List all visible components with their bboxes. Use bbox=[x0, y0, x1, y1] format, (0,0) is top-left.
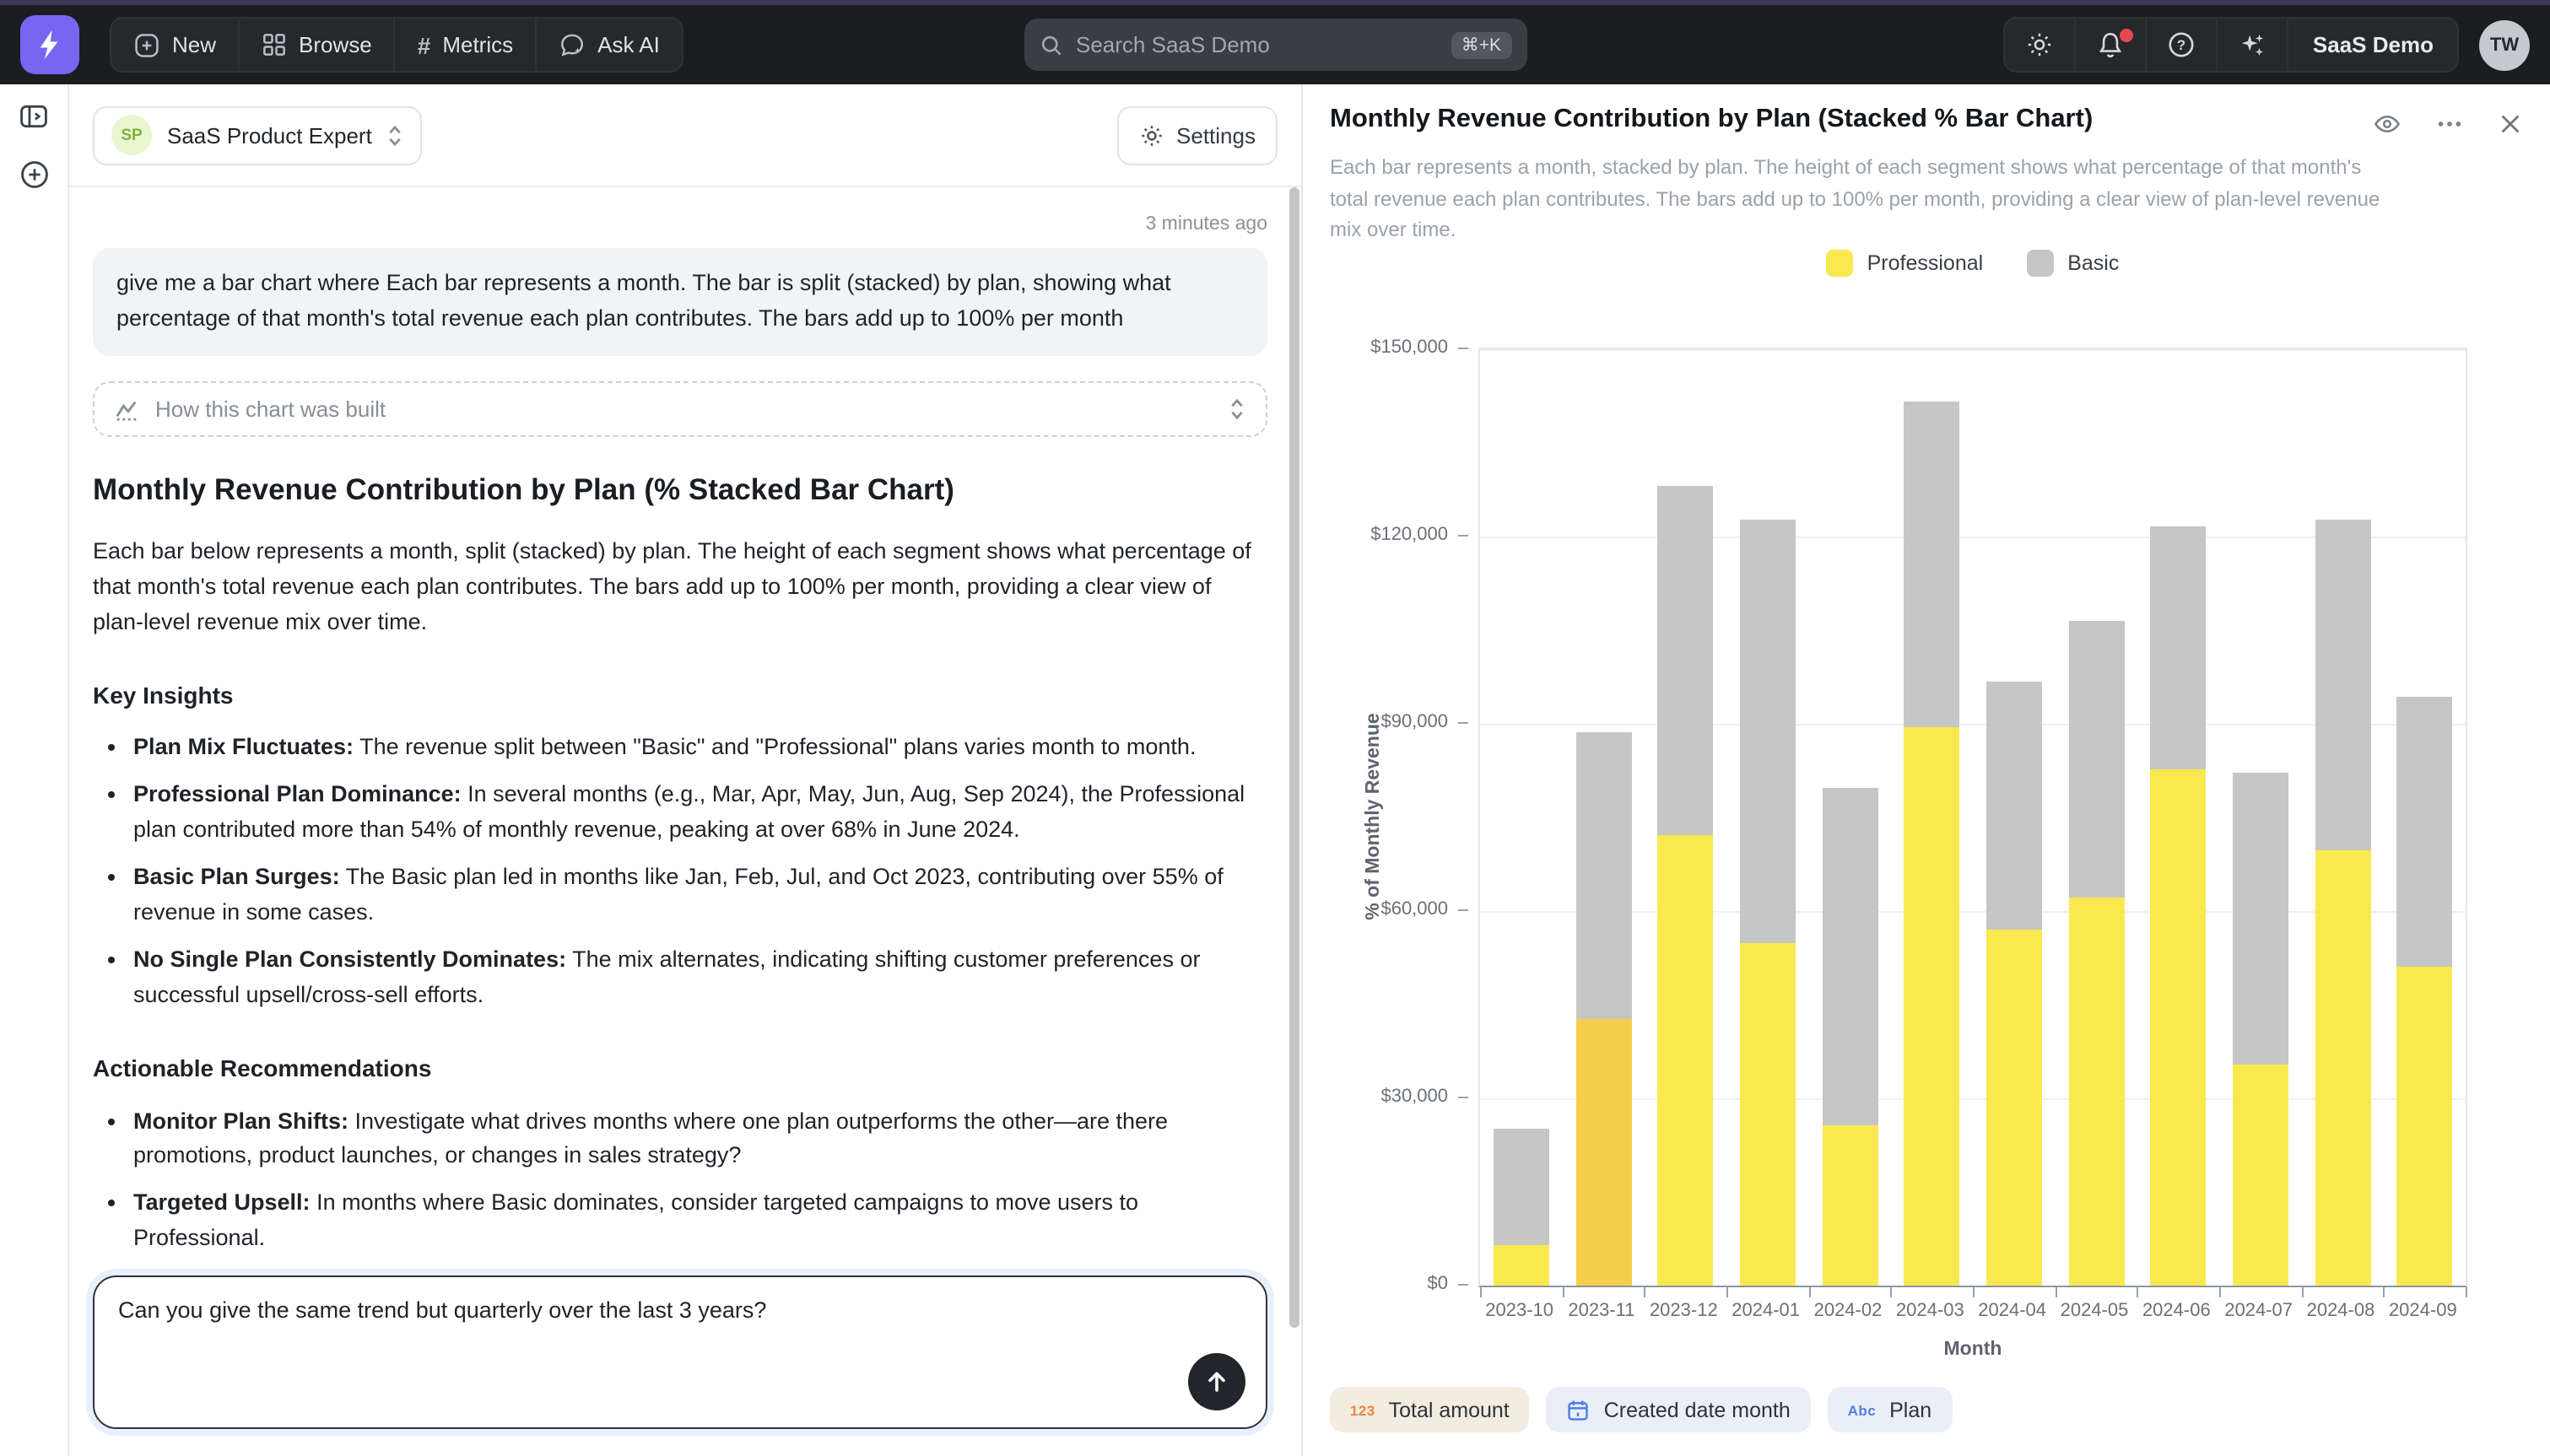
y-tick-mark bbox=[1458, 348, 1468, 349]
chart-legend bbox=[1478, 250, 2467, 277]
svg-text:?: ? bbox=[2177, 37, 2187, 54]
agent-name: SaaS Product Expert bbox=[167, 122, 372, 148]
search-shortcut-badge: ⌘+K bbox=[1451, 31, 1511, 58]
ellipsis-icon bbox=[2435, 110, 2464, 138]
bar-segment-professional[interactable] bbox=[1740, 942, 1796, 1286]
x-tick-label: 2024-04 bbox=[1978, 1301, 2047, 1321]
ai-sparkles-button[interactable] bbox=[2218, 19, 2289, 71]
x-tick-mark bbox=[1808, 1287, 1810, 1297]
bar-segment-basic[interactable] bbox=[1986, 682, 2042, 930]
chart-panel-title: Monthly Revenue Contribution by Plan (Stacked % Bar Chart) bbox=[1330, 105, 2093, 133]
grid-icon bbox=[262, 32, 287, 57]
bar-segment-basic[interactable] bbox=[2233, 773, 2288, 1065]
y-tick-mark bbox=[1458, 535, 1468, 537]
panel-toggle-icon bbox=[19, 101, 49, 132]
bar-segment-professional[interactable] bbox=[2315, 850, 2370, 1286]
more-options-button[interactable] bbox=[2435, 110, 2464, 138]
bar-segment-basic[interactable] bbox=[1494, 1129, 1549, 1245]
x-axis-title: Month bbox=[1943, 1340, 2002, 1360]
bar-segment-basic[interactable] bbox=[1822, 789, 1877, 1126]
legend-item-basic[interactable] bbox=[2027, 250, 2119, 277]
x-tick-mark bbox=[2137, 1287, 2139, 1297]
plot-area bbox=[1478, 348, 2467, 1287]
eye-icon bbox=[2373, 110, 2401, 138]
chat-panel bbox=[69, 84, 1303, 1456]
chat-message-list[interactable] bbox=[69, 189, 1301, 1270]
bar-segment-basic[interactable] bbox=[2150, 527, 2206, 769]
search-icon bbox=[1039, 33, 1062, 57]
y-tick-mark bbox=[1458, 909, 1468, 911]
y-tick-label: $30,000 bbox=[1380, 1087, 1448, 1107]
chip-label: Plan bbox=[1889, 1398, 1932, 1421]
settings-gear-button[interactable] bbox=[2006, 19, 2077, 71]
key-insights-list bbox=[93, 731, 1267, 1014]
y-axis-ticks bbox=[1303, 337, 1468, 1294]
bar-segment-professional[interactable] bbox=[1904, 727, 1959, 1286]
assistant-response bbox=[93, 467, 1267, 1397]
bar-segment-basic[interactable] bbox=[1740, 519, 1796, 942]
selector-chevrons-icon bbox=[1229, 396, 1245, 422]
notifications-button[interactable] bbox=[2077, 19, 2148, 71]
y-tick-label: $120,000 bbox=[1370, 525, 1448, 545]
bar-segment-basic[interactable] bbox=[1657, 485, 1713, 834]
x-tick-mark bbox=[1726, 1287, 1728, 1297]
x-tick-mark bbox=[2055, 1287, 2056, 1297]
list-item: • Targeted Upsell: In months where Basic dominates, consider targeted campaigns to move users to Professional. bbox=[133, 1187, 1267, 1258]
settings-label: Settings bbox=[1176, 122, 1256, 148]
global-search-input[interactable] bbox=[1024, 19, 1526, 71]
list-item: • Basic Plan Surges: The Basic plan led in months like Jan, Feb, Jul, and Oct 2023, contributing over 55% of revenue in some cases. bbox=[133, 860, 1267, 931]
legend-swatch bbox=[2027, 250, 2054, 277]
x-tick-label: 2024-03 bbox=[1895, 1301, 1964, 1321]
x-tick-mark bbox=[2466, 1287, 2467, 1297]
navbar-right bbox=[2004, 17, 2530, 73]
gear-icon bbox=[1139, 122, 1164, 148]
lightning-bolt-icon bbox=[34, 29, 66, 61]
x-tick-label: 2024-09 bbox=[2388, 1301, 2457, 1321]
calendar-icon bbox=[1567, 1398, 1591, 1421]
message-timestamp: 3 minutes ago bbox=[1145, 214, 1267, 235]
x-tick-mark bbox=[1973, 1287, 1975, 1297]
nav-item-metrics[interactable] bbox=[396, 19, 537, 71]
agent-badge: SP bbox=[111, 115, 152, 155]
recommendations-list bbox=[93, 1104, 1267, 1304]
key-insights-heading: Key Insights bbox=[93, 681, 234, 709]
chat-sparkle-icon bbox=[559, 31, 586, 58]
sparkles-icon bbox=[2239, 30, 2267, 59]
chat-scrollbar-thumb[interactable] bbox=[1289, 187, 1299, 1328]
send-button[interactable] bbox=[1188, 1353, 1245, 1410]
x-tick-label: 2024-07 bbox=[2224, 1301, 2293, 1321]
x-tick-mark bbox=[1480, 1287, 1482, 1297]
chat-header bbox=[69, 84, 1301, 187]
bar-segment-basic[interactable] bbox=[1575, 732, 1631, 1019]
selector-chevrons-icon bbox=[387, 122, 404, 148]
chart-line-icon bbox=[115, 396, 140, 422]
bar-segment-professional[interactable] bbox=[2150, 769, 2206, 1286]
y-axis-title: % of Monthly Revenue bbox=[1364, 713, 1384, 920]
how-chart-built-label: How this chart was built bbox=[155, 396, 386, 422]
list-item: • Plan Mix Fluctuates: The revenue split between "Basic" and "Professional" plans varies month to month. bbox=[133, 731, 1267, 767]
bar-segment-professional[interactable] bbox=[2233, 1065, 2288, 1286]
chip-created-date-month[interactable] bbox=[1547, 1387, 1811, 1432]
y-tick-mark bbox=[1458, 1284, 1468, 1286]
y-tick-label: $90,000 bbox=[1380, 712, 1448, 732]
navbar-icon-group bbox=[2004, 17, 2459, 73]
response-title: Monthly Revenue Contribution by Plan (% Stacked Bar Chart) bbox=[93, 472, 954, 506]
help-circle-icon bbox=[2168, 30, 2196, 59]
agent-selector[interactable] bbox=[93, 105, 423, 164]
bar-segment-professional[interactable] bbox=[1575, 1020, 1631, 1286]
chip-label: Total amount bbox=[1388, 1398, 1510, 1421]
abc-icon: Abc bbox=[1847, 1401, 1877, 1418]
nav-item-label: New bbox=[172, 32, 217, 57]
bar-segment-basic[interactable] bbox=[2068, 621, 2124, 898]
x-tick-mark bbox=[1562, 1287, 1564, 1297]
bar-segment-professional[interactable] bbox=[1822, 1126, 1877, 1286]
legend-item-professional[interactable] bbox=[1827, 250, 1984, 277]
x-tick-label: 2024-06 bbox=[2142, 1301, 2211, 1321]
page-body bbox=[0, 84, 2550, 1456]
project-selector[interactable]: SaaS Demo bbox=[2289, 19, 2457, 71]
nav-item-label: Browse bbox=[299, 32, 372, 57]
bar-segment-basic[interactable] bbox=[2315, 520, 2370, 850]
chart-artifact-panel bbox=[1303, 84, 2550, 1456]
x-tick-mark bbox=[2301, 1287, 2303, 1297]
x-axis-labels bbox=[1478, 1301, 2467, 1324]
list-item: • Monitor Plan Shifts: Investigate what drives months where one plan outperforms the other—are there promotions, product launches, or changes in sales strategy? bbox=[133, 1104, 1267, 1175]
plus-square-icon bbox=[133, 31, 160, 58]
y-tick-label: $60,000 bbox=[1380, 899, 1448, 919]
nav-item-new[interactable] bbox=[111, 19, 240, 71]
number-123-icon: 123 bbox=[1350, 1401, 1375, 1418]
chip-total-amount[interactable] bbox=[1330, 1387, 1530, 1432]
nav-item-label: Metrics bbox=[442, 32, 514, 57]
x-tick-mark bbox=[1891, 1287, 1893, 1297]
chip-plan[interactable] bbox=[1828, 1387, 1952, 1432]
x-tick-mark bbox=[2384, 1287, 2385, 1297]
y-tick-mark bbox=[1458, 1097, 1468, 1098]
x-tick-label: 2024-01 bbox=[1732, 1301, 1801, 1321]
x-tick-mark bbox=[2219, 1287, 2221, 1297]
user-avatar[interactable]: TW bbox=[2479, 19, 2530, 70]
hash-icon: # bbox=[417, 31, 431, 58]
app-logo[interactable] bbox=[20, 15, 79, 74]
how-chart-built-toggle[interactable] bbox=[93, 381, 1267, 437]
agent-settings-button[interactable] bbox=[1117, 105, 1278, 164]
help-button[interactable] bbox=[2148, 19, 2218, 71]
top-navbar bbox=[0, 5, 2550, 84]
nav-item-browse[interactable] bbox=[240, 19, 396, 71]
primary-nav bbox=[110, 17, 683, 73]
response-intro: Each bar below represents a month, split (stacked) by plan. The height of each segment shows what percentage of that month's total revenue each plan contributes. The bars add up to 100% per month, providing a clear view of plan-level revenue mix over time. bbox=[93, 537, 1251, 634]
chat-input-container bbox=[93, 1275, 1267, 1429]
view-details-button[interactable] bbox=[2373, 110, 2401, 138]
x-tick-label: 2024-02 bbox=[1813, 1301, 1883, 1321]
list-item: • Professional Plan Dominance: In several months (e.g., Mar, Apr, May, Jun, Aug, Sep 2024), the Professional plan contributed more than 54% of monthly revenue, peaking at over 68% in June 2024. bbox=[133, 779, 1267, 849]
x-tick-label: 2023-10 bbox=[1485, 1301, 1554, 1321]
y-tick-mark bbox=[1458, 722, 1468, 724]
list-item: • No Single Plan Consistently Dominates: The mix alternates, indicating shifting customer preferences or successful upsell/cross-sell efforts. bbox=[133, 943, 1267, 1014]
chart-panel-description: Each bar represents a month, stacked by plan. The height of each segment shows what percentage of that month's total revenue each plan contributes. The bars add up to 100% per month, providing a clear view of plan-level revenue mix over time. bbox=[1330, 155, 2380, 242]
panel-actions bbox=[2373, 110, 2523, 138]
legend-label: Professional bbox=[1867, 251, 1984, 275]
sidebar-toggle-button[interactable] bbox=[19, 101, 49, 132]
gridline bbox=[1480, 349, 2466, 351]
legend-label: Basic bbox=[2067, 251, 2120, 275]
arrow-up-icon bbox=[1203, 1368, 1230, 1395]
new-thread-button[interactable] bbox=[18, 159, 50, 191]
bar-segment-professional[interactable] bbox=[1657, 835, 1713, 1286]
close-icon bbox=[2498, 111, 2523, 137]
search-placeholder: Search SaaS Demo bbox=[1076, 32, 1270, 57]
x-tick-label: 2023-12 bbox=[1649, 1301, 1718, 1321]
bar-segment-basic[interactable] bbox=[1904, 402, 1959, 728]
recommendations-heading: Actionable Recommendations bbox=[93, 1054, 432, 1081]
nav-item-ask-ai[interactable] bbox=[537, 19, 682, 71]
bar-segment-professional[interactable] bbox=[2068, 898, 2124, 1286]
close-panel-button[interactable] bbox=[2498, 110, 2523, 138]
user-message-bubble: give me a bar chart where Each bar represents a month. The bar is split (stacked) by plan, showing what percentage of that month's total revenue each plan contributes. The bars add up to 100% per month bbox=[93, 248, 1267, 356]
legend-swatch bbox=[1827, 250, 1854, 277]
field-chips bbox=[1330, 1387, 1952, 1432]
gear-icon bbox=[2026, 30, 2055, 59]
chip-label: Created date month bbox=[1603, 1398, 1791, 1421]
notification-dot bbox=[2120, 29, 2134, 42]
bar-segment-professional[interactable] bbox=[1986, 930, 2042, 1286]
x-tick-mark bbox=[1645, 1287, 1646, 1297]
chat-input[interactable] bbox=[95, 1277, 1266, 1427]
y-tick-label: $0 bbox=[1427, 1274, 1448, 1294]
x-tick-label: 2024-05 bbox=[2060, 1301, 2129, 1321]
plus-circle-icon bbox=[18, 159, 50, 191]
x-tick-label: 2023-11 bbox=[1568, 1301, 1635, 1321]
bar-segment-professional[interactable] bbox=[2396, 966, 2452, 1286]
bar-segment-basic[interactable] bbox=[2396, 698, 2452, 966]
y-tick-label: $150,000 bbox=[1370, 337, 1448, 358]
mini-sidebar bbox=[0, 84, 69, 1456]
nav-item-label: Ask AI bbox=[597, 32, 660, 57]
bar-segment-professional[interactable] bbox=[1494, 1244, 1549, 1286]
x-tick-label: 2024-08 bbox=[2306, 1301, 2375, 1321]
